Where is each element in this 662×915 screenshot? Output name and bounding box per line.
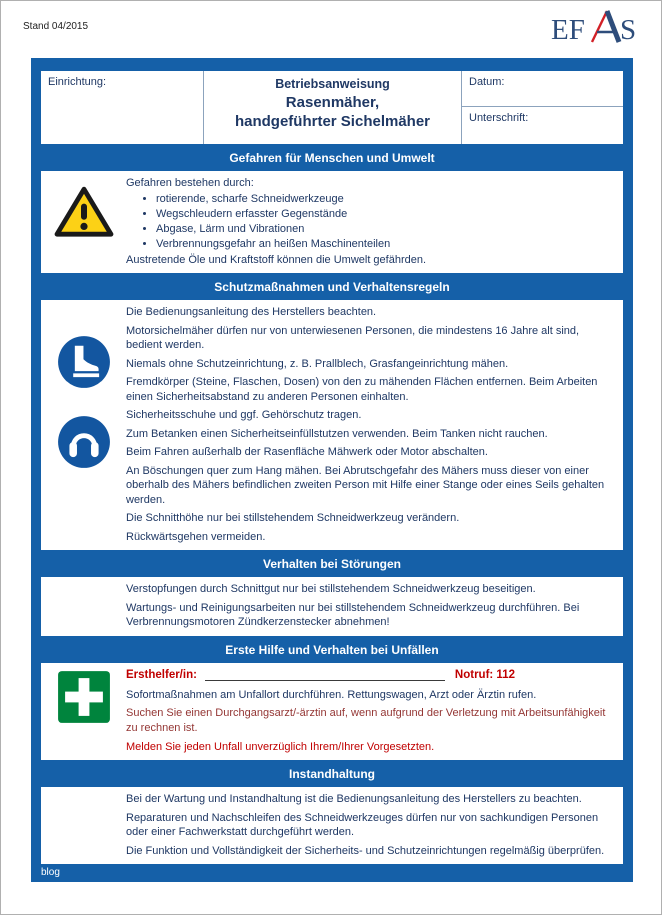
first-aid-icon: [57, 670, 111, 724]
gefahren-intro: Gefahren bestehen durch:: [126, 177, 254, 189]
section-gefahren: [41, 171, 623, 273]
section-schutz: [41, 300, 623, 550]
instruction-paragraph: Sofortmaßnahmen am Unfallort durchführen. Rettungswagen, Arzt oder Ärztin rufen.: [126, 688, 537, 701]
footer-note: blog: [41, 867, 60, 878]
instruction-paragraph: Motorsichelmäher dürfen nur von unterwiesenen Personen, die mindestens 16 Jahre alt sind, bedient werden.: [126, 324, 580, 352]
stoerungen-icon-column: [41, 582, 126, 630]
instruction-sheet: [31, 58, 633, 882]
gefahren-text: [126, 176, 615, 267]
section-instandhaltung: [41, 787, 623, 864]
logo-letter-a-icon: [592, 11, 619, 42]
schutz-icon-column: [41, 305, 126, 544]
einrichtung-cell: [41, 71, 203, 144]
section-heading-gefahren: Gefahren für Menschen und Umwelt: [229, 151, 435, 165]
instruction-paragraph: Suchen Sie einen Durchgangsarzt/-ärztin auf, wenn aufgrund der Verletzung mit Arbeitsunfähigkeit zu rechnen ist.: [126, 707, 606, 734]
instruction-paragraph: Bei der Wartung und Instandhaltung ist die Bedienungsanleitung des Herstellers zu beachten.: [126, 793, 582, 806]
emergency-number: Notruf: 112: [454, 668, 515, 681]
first-responder-row: [126, 668, 615, 683]
stoerungen-text: [126, 582, 615, 630]
instruction-paragraph: An Böschungen quer zum Hang mähen. Bei Abrutschgefahr des Mähers muss dieser von einer oberhalb des Mähers befindlichen zweiten Person mit Hilfe einer Stange oder eines Seils gehalten werden.: [126, 464, 605, 506]
unterschrift-label: Unterschrift:: [469, 112, 529, 124]
first-responder-blank: [205, 669, 445, 681]
section-erste-hilfe: [41, 663, 623, 760]
hazard-list: [126, 192, 615, 252]
schutz-text: [126, 305, 615, 544]
logo-letters-ef: EF: [551, 14, 585, 46]
erste-hilfe-text: [126, 668, 615, 754]
instruction-paragraph: Wartungs- und Reinigungsarbeiten nur bei stillstehendem Schneidwerkzeug durchführen. Bei Verbrennungsmotoren Zündkerzenstecker abnehmen!: [126, 601, 580, 629]
ear-protection-icon: [57, 415, 111, 469]
doc-type: Betriebsanweisung: [275, 77, 390, 91]
instandhaltung-icon-column: [41, 792, 126, 858]
hazard-item: • Wegschleudern erfasster Gegenstände: [156, 207, 615, 222]
instruction-paragraph: Melden Sie jeden Unfall unverzüglich Ihrem/Ihrer Vorgesetzten.: [126, 740, 435, 753]
header-table: [41, 71, 623, 144]
gefahren-outro: Austretende Öle und Kraftstoff können die Umwelt gefährden.: [126, 253, 427, 266]
efas-logo: [551, 8, 639, 48]
instruction-paragraph: Verstopfungen durch Schnittgut nur bei stillstehendem Schneidwerkzeug beseitigen.: [126, 583, 536, 596]
safety-boots-icon: [57, 335, 111, 389]
page-title: [211, 93, 454, 131]
title-line-1: Rasenmäher,: [285, 94, 380, 111]
erste-hilfe-icon-column: [41, 668, 126, 754]
instruction-paragraph: Beim Fahren außerhalb der Rasenfläche Mähwerk oder Motor abschalten.: [126, 446, 488, 459]
date-signature-cell: [461, 71, 623, 144]
section-stoerungen: [41, 577, 623, 636]
datum-label: Datum:: [462, 71, 623, 107]
first-responder-label: Ersthelfer/in:: [126, 668, 197, 681]
hazard-item: • Verbrennungsgefahr an heißen Maschinenteilen: [156, 237, 615, 252]
einrichtung-label: Einrichtung:: [48, 76, 107, 88]
gefahren-icon-column: [41, 176, 126, 267]
section-heading-stoerungen: Verhalten bei Störungen: [262, 557, 402, 572]
instruction-paragraph: Reparaturen und Nachschleifen des Schneidwerkzeuges dürfen nur von sachkundigen Personen oder einer Fachwerkstatt durchgeführt werden.: [126, 811, 599, 839]
instruction-paragraph: Fremdkörper (Steine, Flaschen, Dosen) von den zu mähenden Flächen entfernen. Beim Arbeiten einen Sicherheitsabstand zu anderen Personen einhalten.: [126, 376, 598, 403]
instandhaltung-text: [126, 792, 615, 858]
instruction-paragraph: Die Funktion und Vollständigkeit der Sicherheits- und Schutzeinrichtungen regelmäßig überprüfen.: [126, 844, 605, 857]
section-heading-erste-hilfe: Erste Hilfe und Verhalten bei Unfällen: [225, 642, 439, 657]
instruction-paragraph: Rückwärtsgehen vermeiden.: [126, 530, 266, 543]
instruction-paragraph: Sicherheitsschuhe und ggf. Gehörschutz tragen.: [126, 409, 362, 422]
logo-letter-s: S: [620, 14, 637, 46]
title-line-2: handgeführter Sichelmäher: [234, 113, 431, 130]
section-heading-instandhaltung: Instandhaltung: [289, 767, 375, 782]
instruction-paragraph: Niemals ohne Schutzeinrichtung, z. B. Prallblech, Grasfangeinrichtung mähen.: [126, 357, 509, 370]
hazard-item: • Abgase, Lärm und Vibrationen: [156, 222, 615, 237]
section-heading-schutz: Schutzmaßnahmen und Verhaltensregeln: [214, 280, 450, 295]
instruction-paragraph: Die Schnitthöhe nur bei stillstehendem Schneidwerkzeug verändern.: [126, 512, 460, 525]
instruction-paragraph: Zum Betanken einen Sicherheitseinfüllstutzen verwenden. Beim Tanken nicht rauchen.: [126, 427, 548, 440]
title-cell: [203, 71, 461, 144]
revision-date: Stand 04/2015: [23, 21, 89, 32]
warning-triangle-icon: [54, 185, 114, 239]
instruction-paragraph: Die Bedienungsanleitung des Herstellers beachten.: [126, 306, 377, 319]
hazard-item: • rotierende, scharfe Schneidwerkzeuge: [156, 192, 615, 207]
